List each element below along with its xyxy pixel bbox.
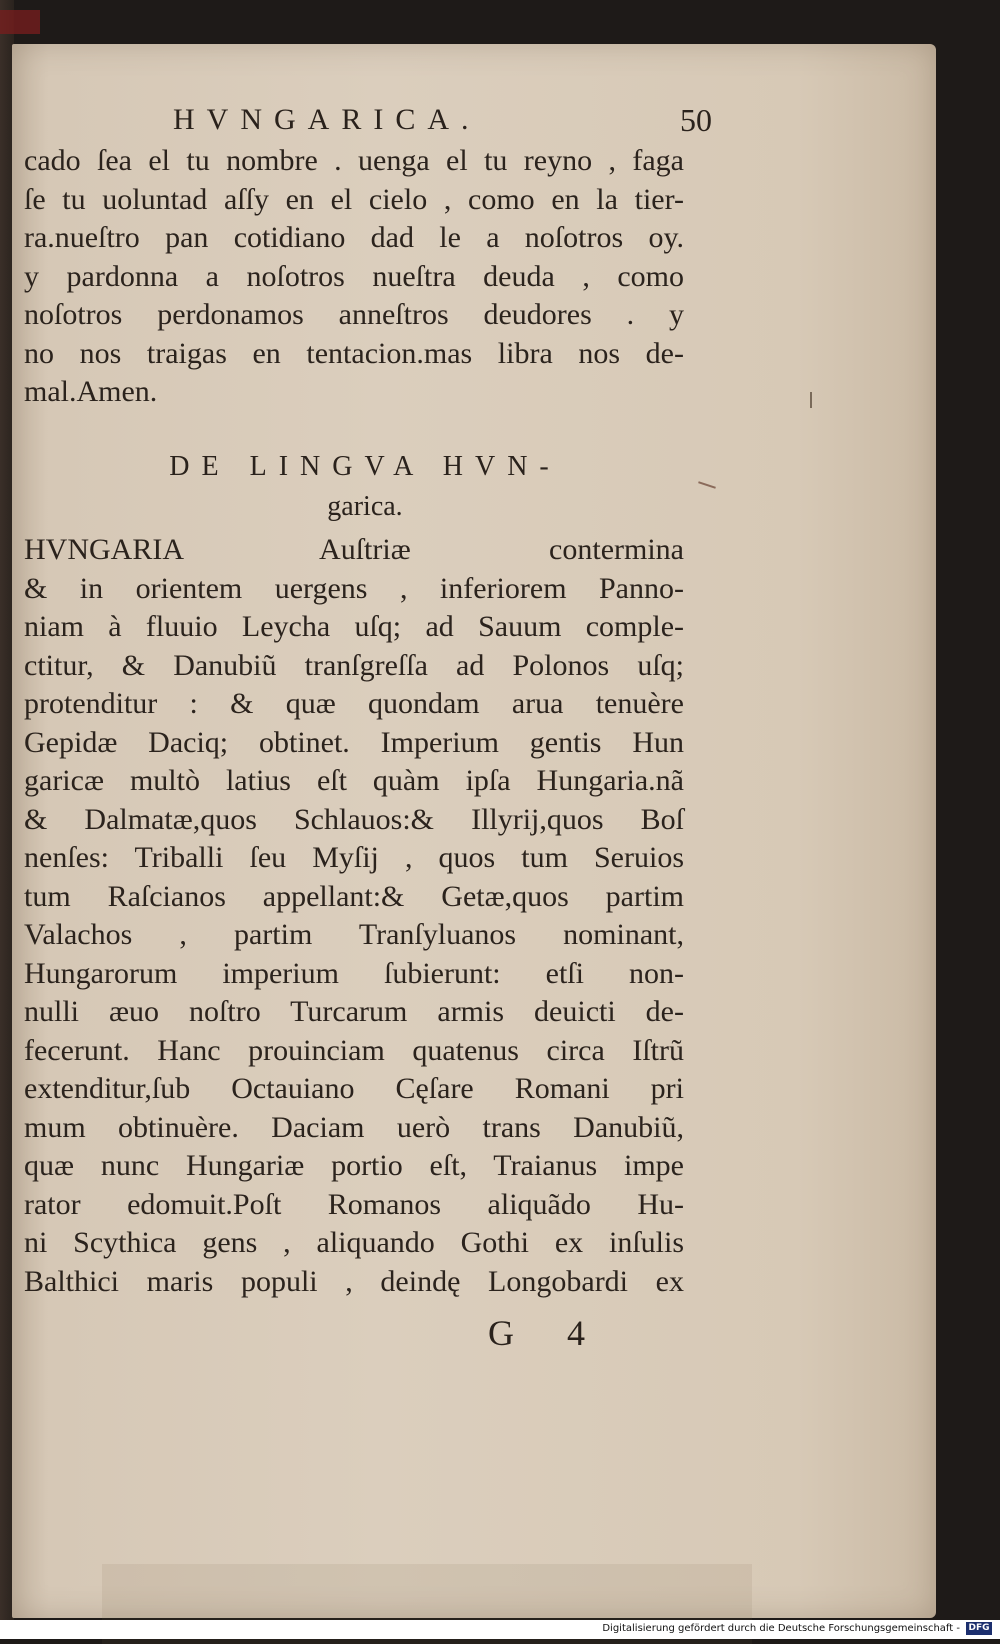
page-header: [0, 100, 1000, 140]
text-line: tum Raſcianos appellant:& Getæ,quos partim: [24, 879, 684, 913]
text-line: nulli æuo noſtro Turcarum armis deuicti de-: [24, 995, 684, 1028]
text-line: protenditur : & quæ quondam arua tenuère: [24, 687, 684, 720]
section-heading: [115, 447, 615, 527]
text-line: niam à fluuio Leycha uſq; ad Sauum comple-: [24, 610, 684, 643]
text-line: Valachos , partim Tranſyluanos nominant,: [24, 918, 684, 951]
text-line: garicæ multò latius eſt quàm ipſa Hungaria.nã: [24, 764, 684, 797]
text-line: Hungarorum imperium ſubierunt: etſi non-: [24, 956, 684, 990]
text-line: quæ nunc Hungariæ portio eſt, Traianus impe: [24, 1149, 684, 1182]
text-line: y pardonna a noſotros nueſtra deuda , como: [24, 259, 684, 293]
running-head: HVNGARICA.: [173, 103, 481, 136]
text-line: no nos traigas en tentacion.mas libra nos de-: [24, 336, 684, 370]
text-line: nenſes: Triballi ſeu Myſij , quos tum Seruios: [24, 841, 684, 874]
text-line: fecerunt. Hanc prouinciam quatenus circa Iſtrũ: [24, 1033, 684, 1067]
prayer-text-block: [24, 142, 684, 412]
text-line: & Dalmatæ,quos Schlauos:& Illyrij,quos Boſ: [24, 802, 684, 836]
text-line: HVNGARIA Auſtriæ contermina: [24, 533, 684, 566]
section-heading-line-1: DE LINGVA HVN-: [169, 451, 561, 482]
margin-mark: [810, 392, 812, 408]
text-line: extenditur,ſub Octauiano Cęſare Romani pri: [24, 1072, 684, 1105]
text-line: mal.Amen.: [24, 375, 158, 408]
page-number: 50: [680, 102, 712, 138]
section-heading-line-2: garica.: [327, 491, 403, 522]
text-line: & in orientem uergens , inferiorem Panno-: [24, 571, 684, 605]
text-line: ſe tu uoluntad aſſy en el cielo , como en la tier-: [24, 182, 684, 216]
text-line: ra.nueſtro pan cotidiano dad le a noſotros oy.: [24, 221, 684, 254]
text-line: Gepidæ Daciq; obtinet. Imperium gentis Hun: [24, 725, 684, 759]
text-line: rator edomuit.Poſt Romanos aliquãdo Hu-: [24, 1187, 684, 1221]
footer-bar: [0, 1620, 1000, 1639]
signature-mark: G 4: [488, 1313, 607, 1353]
body-text-block: [24, 531, 684, 1301]
text-line: Balthici maris populi , deindę Longobardi ex: [24, 1264, 684, 1298]
text-line: mum obtinuère. Daciam uerò trans Danubiũ,: [24, 1110, 684, 1144]
scan-color-mark: [0, 10, 40, 34]
text-line: ctitur, & Danubiũ tranſgreſſa ad Polonos uſq;: [24, 648, 684, 682]
footer-credit: Digitalisierung gefördert durch die Deutsche Forschungsgemeinschaft -: [602, 1623, 960, 1634]
text-line: ni Scythica gens , aliquando Gothi ex inſulis: [24, 1226, 684, 1259]
text-line: noſotros perdonamos anneſtros deudores . y: [24, 298, 684, 331]
dfg-logo-icon: DFG: [966, 1622, 992, 1635]
text-line: cado ſea el tu nombre . uenga el tu reyno , faga: [24, 144, 684, 177]
